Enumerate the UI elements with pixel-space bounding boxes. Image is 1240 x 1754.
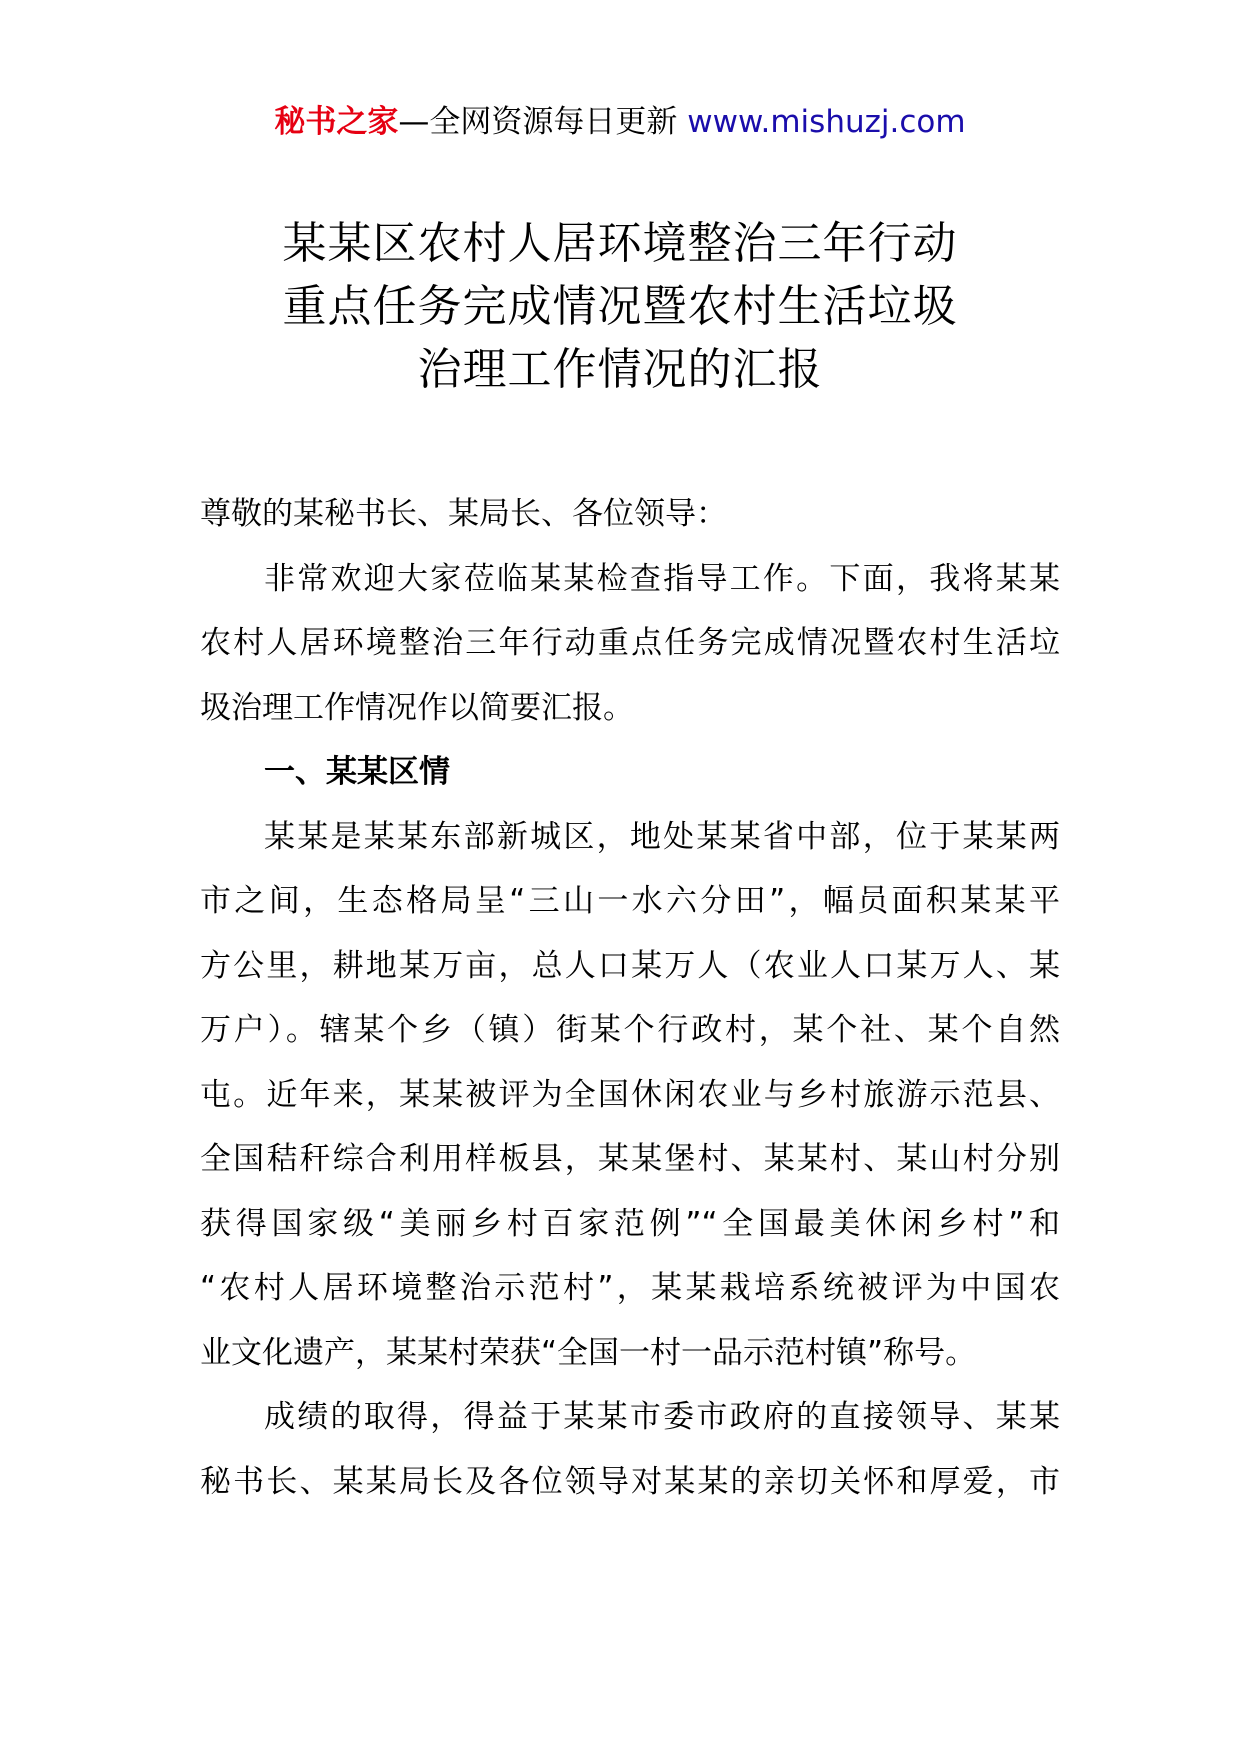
paragraph-line: 成绩的取得，得益于某某市委市政府的直接领导、某某 [264,1399,1060,1435]
section-paragraph-line: 全国秸秆综合利用样板县，某某堡村、某某村、某山村分别 [200,1141,1060,1177]
title-line: 某某区农村人居环境整治三年行动 [282,218,958,269]
title-line: 重点任务完成情况暨农村生活垃圾 [282,281,958,332]
section-paragraph-line: 万户）。辖某个乡（镇）街某个行政村，某个社、某个自然 [200,1012,1060,1048]
section-paragraph-line: 方公里，耕地某万亩，总人口某万人（农业人口某万人、某 [200,947,1060,984]
salutation: 尊敬的某秘书长、某局长、各位领导： [200,496,727,532]
intro-paragraph-line: 农村人居环境整治三年行动重点任务完成情况暨农村生活垃 [200,625,1060,661]
section-paragraph-line: 某某是某某东部新城区，地处某某省中部，位于某某两 [264,818,1060,855]
section-paragraph-line: 获得国家级“美丽乡村百家范例”“全国最美休闲乡村”和 [200,1205,1060,1242]
brand-name: 秘书之家 [274,104,399,140]
section-heading: 一、某某区情 [264,754,450,790]
site-url-link[interactable]: www.mishuzj.com [687,104,966,140]
title-line: 治理工作情况的汇报 [417,344,823,395]
intro-paragraph-line: 圾治理工作情况作以简要汇报。 [200,689,634,726]
section-paragraph-line: 屯。近年来，某某被评为全国休闲农业与乡村旅游示范县、 [200,1076,1060,1113]
document-body [200,482,1060,1514]
intro-paragraph-line: 非常欢迎大家莅临某某检查指导工作。下面，我将某某 [264,560,1060,597]
document-title [0,212,1240,401]
section-paragraph-line: “农村人居环境整治示范村”，某某栽培系统被评为中国农 [200,1270,1060,1306]
site-header [0,100,1240,144]
section-paragraph-line: 业文化遗产，某某村荣获“全国一村一品示范村镇”称号。 [200,1334,977,1371]
section-paragraph-line: 市之间，生态格局呈“三山一水六分田”，幅员面积某某平 [200,883,1060,919]
paragraph-line: 秘书长、某某局长及各位领导对某某的亲切关怀和厚爱，市 [200,1463,1060,1500]
header-tagline: —全网资源每日更新 [398,104,678,140]
